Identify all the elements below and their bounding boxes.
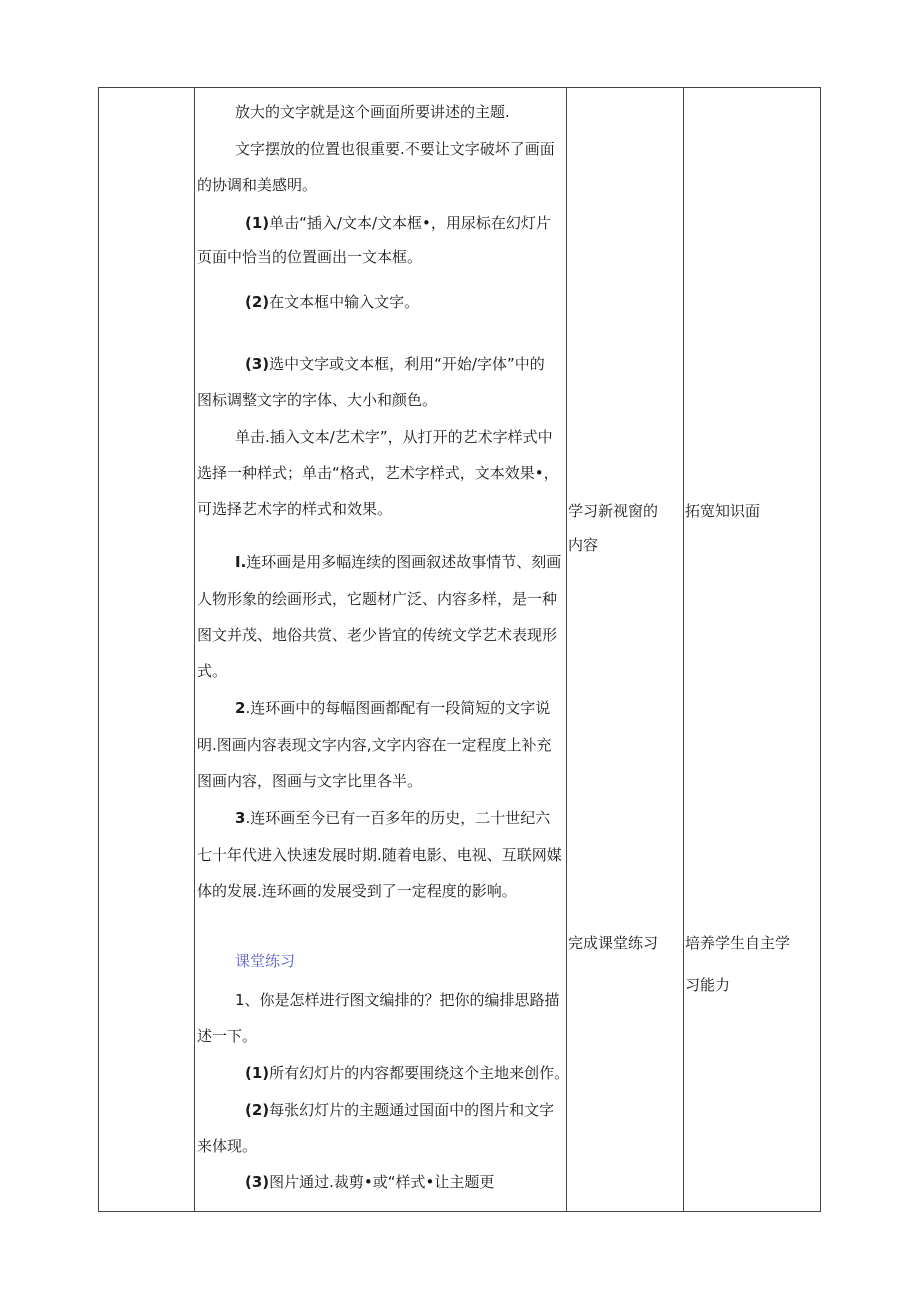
column-divider (683, 88, 684, 1211)
step-number: (1) (245, 214, 270, 232)
column-divider (566, 88, 567, 1211)
purpose-cell: 习能力 (685, 976, 731, 994)
purpose-cell: 拓宽知识面 (685, 502, 761, 520)
activity-cell: 学习新视窗的 (568, 502, 659, 520)
activity-cell: 完成课堂练习 (568, 934, 659, 952)
content-line: 放大的文字就是这个画面所要讲述的主题. (235, 103, 510, 121)
answer-number: (1) (245, 1064, 270, 1082)
content-line: 来体现。 (197, 1137, 258, 1155)
step-2: (2)在文本框中输入文字。 (245, 293, 420, 311)
content-line: 选择一种样式；单击“格式，艺术字样式，文本效果•， (197, 464, 559, 482)
column-divider (194, 88, 195, 1211)
purpose-cell: 培养学生自主学 (685, 934, 791, 952)
activity-cell: 内容 (568, 536, 599, 554)
content-line: 明.图画内容表现文字内容,文字内容在一定程度上补充 (197, 736, 552, 754)
content-line: 体的发展.连环画的发展受到了一定程度的影响。 (197, 882, 517, 900)
point-1: I.连环画是用多幅连续的图画叙述故事情节、刻画 (235, 553, 562, 571)
content-line: 图标调整文字的字体、大小和颜色。 (197, 391, 438, 409)
step-3: (3)选中文字或文本框，利用“开始/字体”中的 (245, 355, 545, 373)
answer-1: (1)所有幻灯片的内容都要围绕这个主地来创作。 (245, 1064, 570, 1082)
point-number: I. (235, 553, 247, 571)
point-number: 3 (235, 809, 246, 827)
exercise-question: 1、你是怎样进行图文编排的？把你的编排思路描 (235, 991, 560, 1009)
point-2: 2.连环画中的每幅图画都配有一段简短的文字说 (235, 699, 551, 717)
content-line: 图画内容，图画与文字比里各半。 (197, 772, 423, 790)
point-3: 3.连环画至今已有一百多年的历史，二十世纪六 (235, 809, 551, 827)
content-line: 页面中恰当的位置画出一文本框。 (197, 248, 423, 266)
step-number: (2) (245, 293, 270, 311)
content-line: 七十年代进入快速发展时期.随着电影、电视、互联网媒 (197, 846, 562, 864)
content-line: 人物形象的绘画形式，它题材广泛、内容多样，是一种 (197, 590, 558, 608)
answer-3: (3)图片通过.裁剪•或“样式•让主题更 (245, 1173, 495, 1191)
point-number: 2 (235, 699, 246, 717)
answer-number: (3) (245, 1173, 270, 1191)
step-number: (3) (245, 355, 270, 373)
exercise-heading: 课堂练习 (235, 952, 296, 970)
content-line: 文字摆放的位置也很重要.不要让文字破坏了画面 (235, 140, 555, 158)
answer-number: (2) (245, 1101, 270, 1119)
content-line: 图文并茂、地俗共赏、老少皆宜的传统文学艺术表现形 (197, 626, 558, 644)
content-line: 单击.插入文本/艺术字”，从打开的艺术字样式中 (235, 428, 553, 446)
answer-2: (2)每张幻灯片的主题通过国面中的图片和文字 (245, 1101, 555, 1119)
content-line: 述一下。 (197, 1027, 258, 1045)
content-line: 式。 (197, 662, 228, 680)
content-line: 可选择艺术字的样式和效果。 (197, 500, 393, 518)
step-1: (1)单击“插入/文本/文本框•，用尿标在幻灯片 (245, 214, 551, 232)
content-line: 的协调和美感明。 (197, 176, 318, 194)
